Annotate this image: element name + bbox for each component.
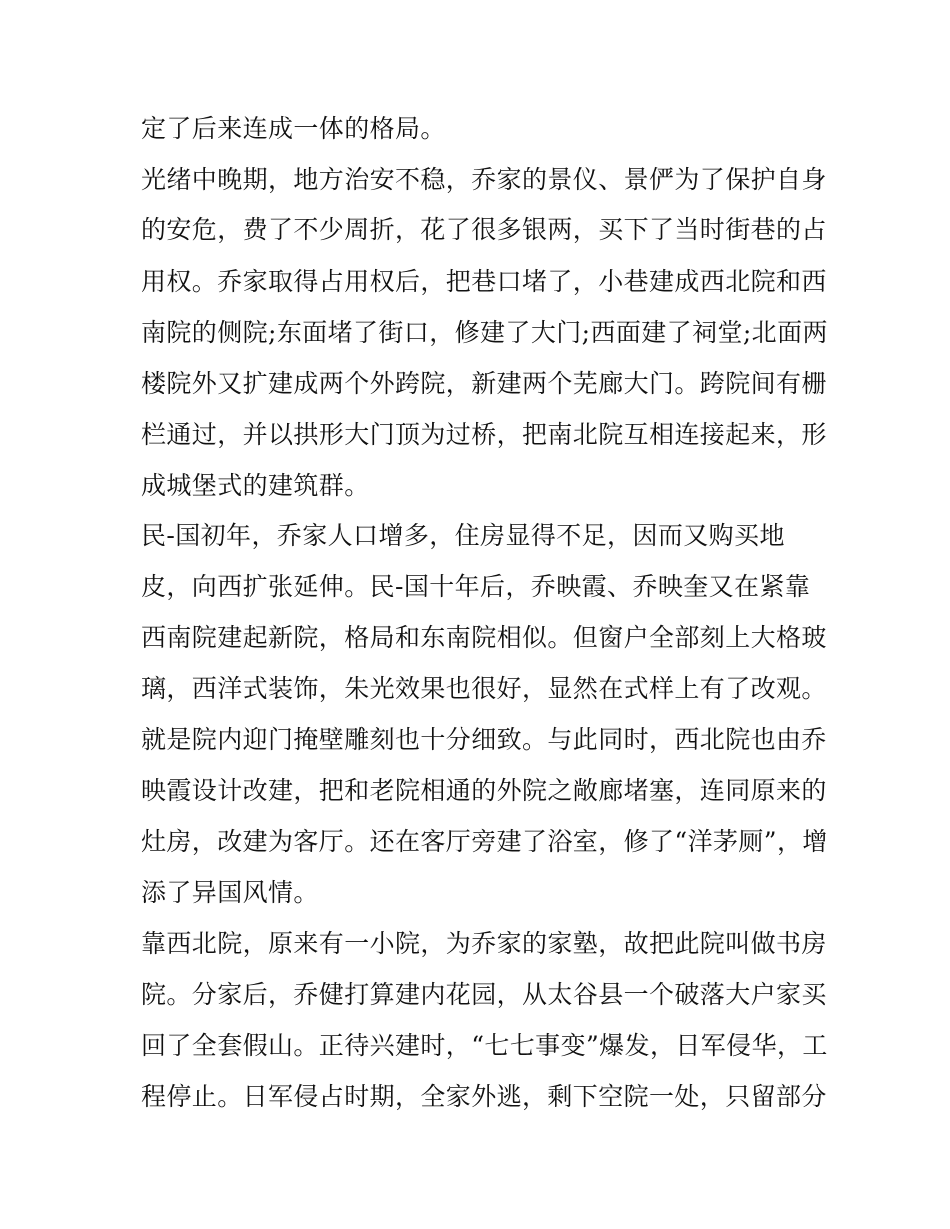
- text-line: 楼院外又扩建成两个外跨院，新建两个芜廊大门。跨院间有栅: [141, 369, 827, 398]
- text-line: 光绪中晚期，地方治安不稳，乔家的景仪、景俨为了保护自身: [141, 165, 827, 194]
- text-line: 南院的侧院;东面堵了街口，修建了大门;西面建了祠堂;北面两: [141, 318, 828, 347]
- text-line: 成城堡式的建筑群。: [141, 471, 370, 500]
- text-line: 的安危，费了不少周折，花了很多银两，买下了当时街巷的占: [141, 215, 827, 244]
- text-line: 添了异国风情。: [141, 878, 319, 907]
- text-line: 用权。乔家取得占用权后，把巷口堵了，小巷建成西北院和西: [141, 267, 827, 296]
- text-line: 院。分家后，乔健打算建内花园，从太谷县一个破落大户家买: [141, 980, 827, 1009]
- text-line: 靠西北院，原来有一小院，为乔家的家塾，故把此院叫做书房: [141, 929, 827, 958]
- text-line: 栏通过，并以拱形大门顶为过桥，把南北院互相连接起来，形: [141, 420, 827, 449]
- text-line: 民-国初年，乔家人口增多，住房显得不足，因而又购买地: [141, 521, 785, 550]
- text-line: 西南院建起新院，格局和东南院相似。但窗户全部刻上大格玻: [141, 623, 827, 652]
- text-line: 映霞设计改建，把和老院相通的外院之敞廊堵塞，连同原来的: [141, 776, 827, 805]
- text-line: 就是院内迎门掩壁雕刻也十分细致。与此同时，西北院也由乔: [141, 725, 827, 754]
- text-line: 定了后来连成一体的格局。: [141, 114, 446, 143]
- text-line: 程停止。日军侵占时期，全家外逃，剩下空院一处，只留部分: [141, 1082, 827, 1111]
- text-line: 回了全套假山。正待兴建时，“七七事变”爆发，日军侵华，工: [141, 1031, 828, 1060]
- text-line: 灶房，改建为客厅。还在客厅旁建了浴室，修了“洋茅厕”，增: [141, 827, 828, 856]
- text-line: 璃，西洋式装饰，朱光效果也很好，显然在式样上有了改观。: [141, 674, 827, 703]
- text-line: 皮，向西扩张延伸。民-国十年后，乔映霞、乔映奎又在紧靠: [141, 572, 811, 601]
